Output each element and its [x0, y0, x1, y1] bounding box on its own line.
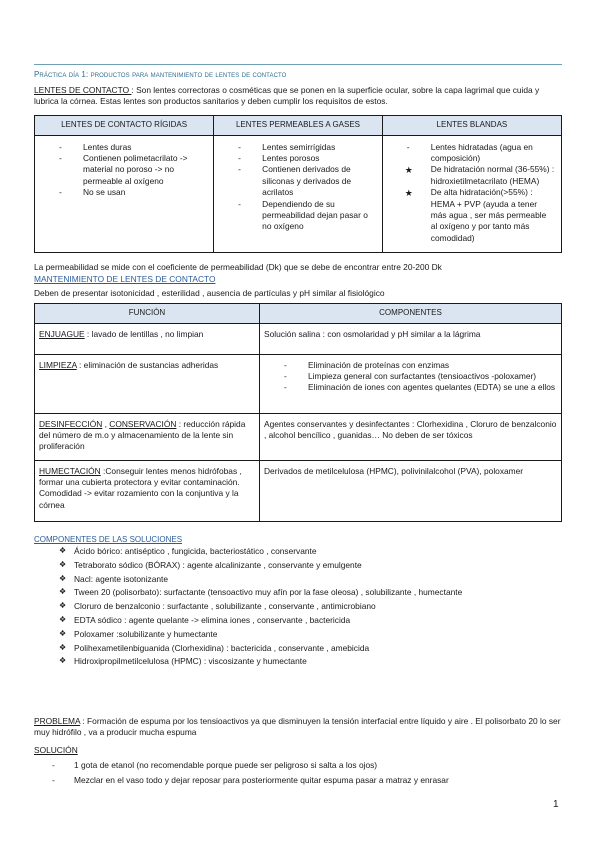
list-item: ❖ Poloxamer :solubilizante y humectante — [60, 629, 462, 643]
term: LIMPIEZA — [39, 359, 77, 370]
solution-heading: SOLUCIÓN — [34, 745, 78, 755]
solution-list — [34, 760, 449, 790]
header-componentes: COMPONENTES — [260, 304, 562, 324]
intro-term: LENTES DE CONTACTO — [34, 85, 132, 95]
list-item: ❖ Polihexametilenbiguanida (Clorhexidina) : bactericida , conservante , amebicida — [60, 643, 462, 657]
problem-paragraph — [34, 716, 562, 739]
cell-permeables — [214, 135, 383, 252]
list-item: - Dependiendo de su permeabilidad dejan pasar o no oxígeno — [238, 199, 376, 233]
list-item: ❖ Ácido bórico: antiséptico , fungicida, bacteriostático , conservante — [60, 546, 462, 560]
page-title — [34, 70, 286, 81]
term: DESINFECCIÓN — [39, 418, 103, 429]
desc: : reducción rápida del número de m.o y almacenamiento de la lente sin proliferación — [39, 418, 246, 452]
list-item: ❖ Hidroxipropilmetilcelulosa (HPMC) : viscosizante y humectante — [60, 656, 462, 670]
list-item: - 1 gota de etanol (no recomendable porque puede ser peligroso si salta a los ojos) — [52, 760, 449, 775]
maintenance-heading: MANTENIMIENTO DE LENTES DE CONTACTO — [34, 274, 216, 284]
list-item: - No se usan — [59, 187, 207, 198]
list-item: ❖ Cloruro de benzalconio : surfactante , solubilizante , conservante , antimicrobiano — [60, 601, 462, 615]
list-item: ❖ Nacl: agente isotonizante — [60, 574, 462, 588]
components-list — [34, 546, 462, 670]
componentes-limpieza — [260, 354, 562, 413]
header-permeables: LENTES PERMEABLES A GASES — [214, 116, 383, 136]
maintenance-table — [34, 303, 562, 522]
header-funcion: FUNCIÓN — [35, 304, 260, 324]
lens-types-table — [34, 115, 562, 253]
list-item: - Contienen derivados de siliconas y derivados de acrilatos — [238, 164, 376, 198]
componentes-enjuague: Solución salina : con osmolaridad y pH similar a la lágrima — [260, 323, 562, 354]
sep: , — [102, 418, 110, 429]
funcion-desinfeccion — [35, 413, 260, 460]
cell-blandas — [382, 135, 561, 252]
list-item: - Limpieza general con surfactantes (tensioactivos -poloxamer) — [284, 371, 557, 382]
table-row — [35, 354, 562, 413]
funcion-humectacion — [35, 460, 260, 521]
list-item: - Lentes porosos — [238, 153, 376, 164]
problem-term: PROBLEMA — [34, 716, 81, 726]
list-item: - Eliminación de proteínas con enzimas — [284, 360, 557, 371]
table-row — [35, 323, 562, 354]
funcion-limpieza — [35, 354, 260, 413]
cell-rigidas — [35, 135, 214, 252]
table-row — [35, 460, 562, 521]
permeability-note: La permeabilidad se mide con el coeficiente de permeabilidad (Dk) que se debe de encontrar entre 20-200 Dk — [34, 262, 442, 272]
table-row — [35, 413, 562, 460]
list-item: ❖ Tween 20 (polisorbato): surfactante (tensoactivo muy afín por la fase oleosa) , solubilizante , humectante — [60, 587, 462, 601]
term: CONSERVACIÓN — [109, 418, 177, 429]
desc: : lavado de lentillas , no limpian — [84, 328, 204, 339]
header-blandas: LENTES BLANDAS — [382, 116, 561, 136]
term: ENJUAGUE — [39, 328, 85, 339]
maintenance-subtitle: Deben de presentar isotonicidad , esterilidad , ausencia de partículas y pH similar al fisiológico — [34, 288, 385, 298]
list-item: - Mezclar en el vaso todo y dejar reposar para posteriormente quitar espuma pasar a matraz y enrasar — [52, 775, 449, 790]
intro-text: : Son lentes correctoras o cosméticas que se ponen en la superficie ocular, sobre la capa lagrimal que cuida y lubrica la córnea. Estas lentes son productos sanitarios y deben cumplir los requisitos de estos. — [34, 85, 540, 107]
list-item: ★ De hidratación normal (36-55%) : hidroxietilmetacrilato (HEMA) — [407, 164, 555, 187]
list-item: - Lentes hidratadas (agua en composición) — [407, 142, 555, 165]
desc: : eliminación de sustancias adheridas — [76, 359, 219, 370]
title-prefix: Práctica día 1: — [34, 70, 89, 79]
funcion-enjuague — [35, 323, 260, 354]
problem-text: : Formación de espuma por los tensioactivos ya que disminuyen la tensión interfacial entre líquido y aire . El polisorbato 20 lo ser muy hidrófilo , va a producir mucha espuma — [34, 716, 561, 738]
header-rule — [34, 64, 562, 65]
title-rest: productos para mantenimiento de lentes de contacto — [88, 70, 287, 79]
components-heading: COMPONENTES DE LAS SOLUCIONES — [34, 535, 183, 544]
intro-paragraph — [34, 85, 562, 108]
list-item: ❖ EDTA sódico : agente quelante -> elimina iones , conservante , bactericida — [60, 615, 462, 629]
list-item: - Lentes duras — [59, 142, 207, 153]
list-item: - Eliminación de iones con agentes quelantes (EDTA) se une a ellos — [284, 382, 557, 393]
term: HUMECTACIÓN — [39, 465, 101, 476]
list-item: - Lentes semirrígidas — [238, 142, 376, 153]
list-item: ★ De alta hidratación(>55%) : HEMA + PVP (ayuda a tener más agua , ser más permeable al oxígeno y por tanto más comodidad) — [407, 187, 555, 244]
desc: :Conseguir lentes menos hidrófobas , formar una cubierta protectora y evitar contaminación. Comodidad -> evitar rozamiento con la conjuntiva y la córnea — [39, 465, 242, 510]
page-number: 1 — [553, 799, 559, 810]
list-item: ❖ Tetraborato sódico (BÓRAX) : agente alcalinizante , conservante y emulgente — [60, 560, 462, 574]
list-item: - Contienen polimetacrilato -> material no poroso -> no permeable al oxígeno — [59, 153, 207, 187]
header-rigidas: LENTES DE CONTACTO RÍGIDAS — [35, 116, 214, 136]
componentes-humectacion: Derivados de metilcelulosa (HPMC), polivinilalcohol (PVA), poloxamer — [260, 460, 562, 521]
componentes-desinfeccion: Agentes conservantes y desinfectantes : Clorhexidina , Cloruro de benzalconio , alcohol bencílico , guanidas… No deben de ser tóxicos — [260, 413, 562, 460]
